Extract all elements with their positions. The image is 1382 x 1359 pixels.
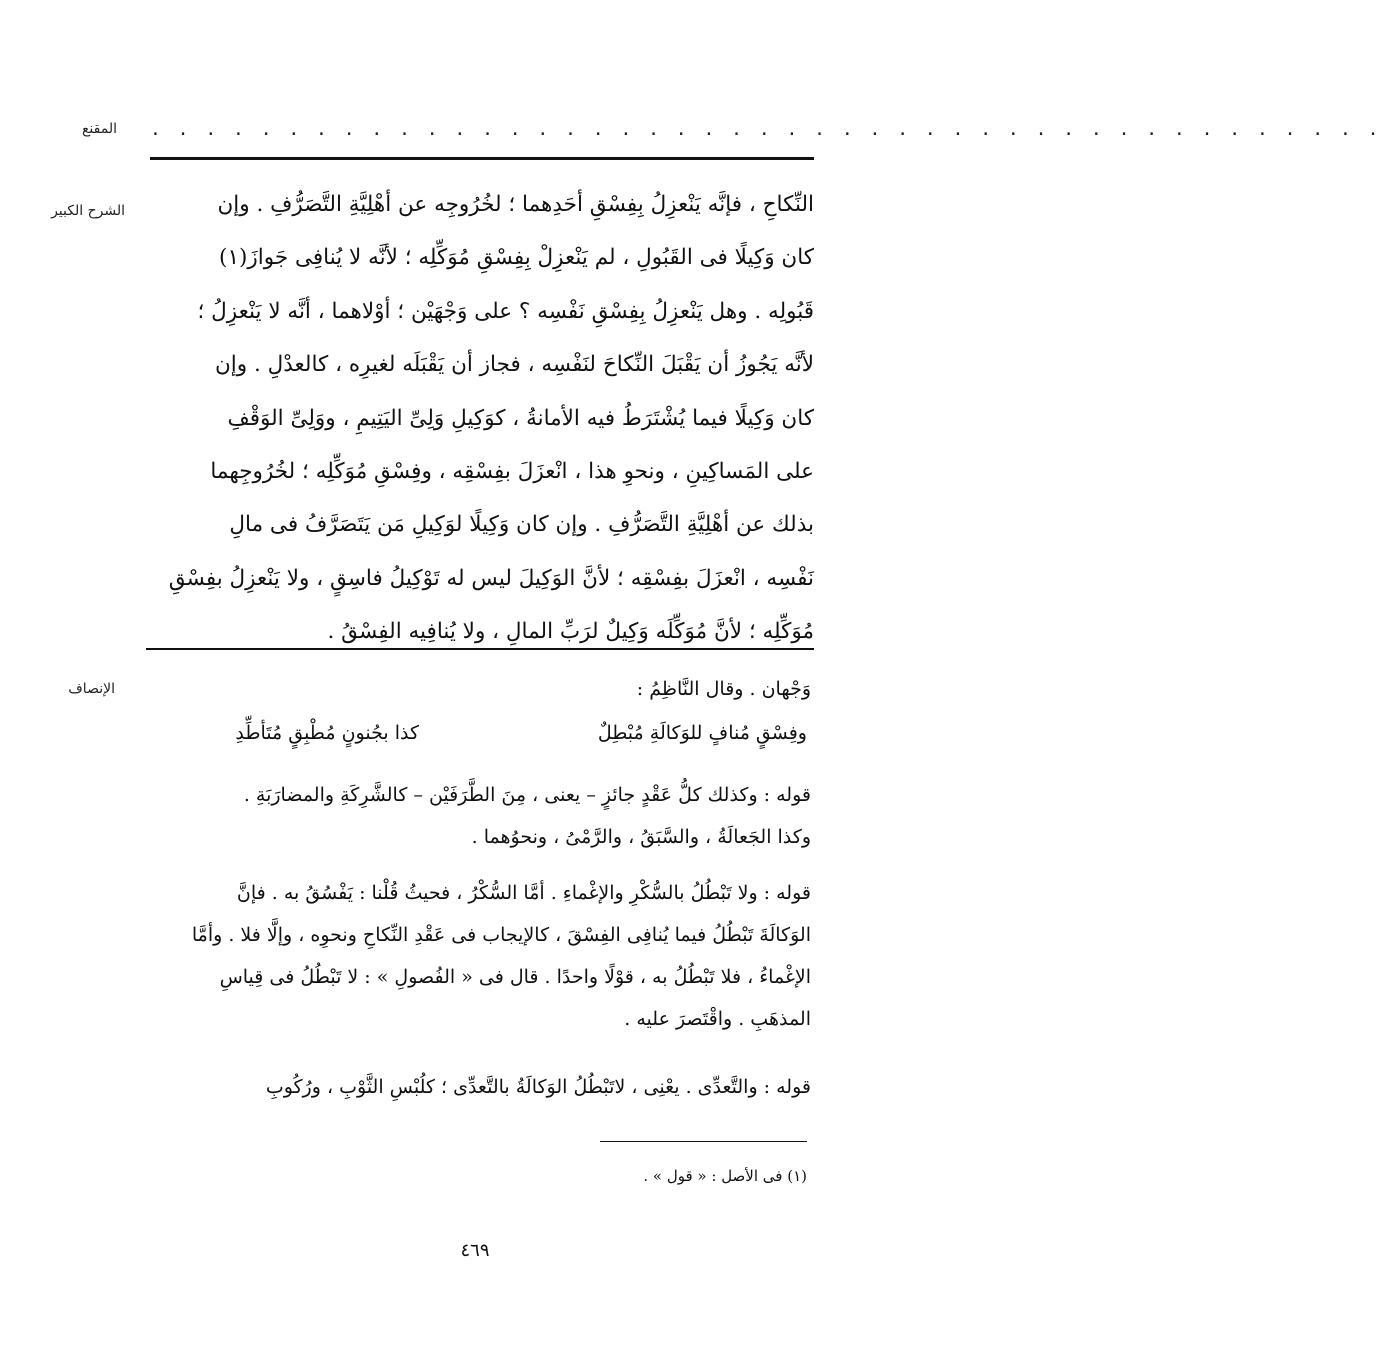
- sharh-line-7: بذلك عن أهْلِيَّةِ التَّصَرُّفِ . وإن كان وَكِيلًا لوَكِيلِ مَن يَتَصَرَّفُ فى مالِ: [229, 512, 814, 538]
- insaf-label: الإنصاف: [68, 681, 115, 697]
- footnote-rule: [600, 1141, 807, 1142]
- para2-line-4: المذهَبِ . واقْتَصرَ عليه .: [624, 1008, 811, 1030]
- para1-line-1: قوله : وكذلك كلُّ عَقْدٍ جائزٍ – يعنى ، مِنَ الطَّرَفَيْن – كالشَّرِكَةِ والمضارَبَةِ .: [243, 784, 811, 806]
- sharh-line-9: مُوَكِّلِه ؛ لأنَّ مُوَكِّلَه وَكِيلٌ لرَبِّ المالِ ، ولا يُنافِيه الفِسْقُ .: [327, 619, 814, 645]
- section-divider: [146, 648, 814, 650]
- sharh-line-6: على المَساكِينِ ، ونحوِ هذا ، انْعزَلَ بفِسْقِه ، وفِسْقِ مُوَكِّلِه ؛ لخُرُوجِهما: [210, 459, 814, 485]
- verse-first-hemistich: وفِسْقٍ مُنافٍ للوَكالَةِ مُبْطِلٌ: [597, 722, 807, 744]
- page-number: ٤٦٩: [460, 1240, 490, 1261]
- leader-dots: . . . . . . . . . . . . . . . . . . . . . . . . . . . . . . . . . . . . . . . . . . . . .: [150, 119, 1382, 140]
- book-title: المقنع: [81, 121, 117, 137]
- insaf-para-2: [146, 872, 811, 1040]
- para3-line-1: قوله : والتَّعدِّى . يعْنِى ، لاتَبْطُلُ الوَكالَةُ بالتَّعدِّى ؛ كلُبْسِ الثَّوْبِ ، ورُكُوبِ: [265, 1076, 811, 1098]
- sharh-line-8: نَفْسِه ، انْعزَلَ بفِسْقِه ؛ لأنَّ الوَكِيلَ ليس له تَوْكِيلُ فاسِقٍ ، ولا يَنْعزِلُ بفِسْقِ: [168, 565, 814, 591]
- sharh-line-3: قَبُولِه . وهل يَنْعزِلُ بِفِسْقِ نَفْسِه ؟ على وَجْهَيْن ؛ أوْلاهما ، أنَّه لا يَنْعزِلُ ؛: [197, 298, 814, 324]
- para2-line-3: الإغْماءُ ، فلا تَبْطُلُ به ، قوْلًا واحدًا . قال فى « الفُصولِ » : لا تَبْطُلُ فى قِياسِ: [219, 966, 811, 988]
- para2-line-2: الوَكالَةَ تَبْطُلُ فيما يُنافِى الفِسْقَ ، كالإيجاب فى عَقْدِ النِّكاحِ ونحوِه ، وإلَّا فلا . وأمَّا: [191, 924, 811, 946]
- sharh-line-5: كان وَكِيلًا فيما يُشْتَرَطُ فيه الأمانةُ ، كوَكِيلِ وَلِىِّ اليَتِيمِ ، ووَلِىِّ الوَقْفِ: [227, 405, 814, 431]
- para1-line-2: وكذا الجَعالَةُ ، والسَّبَقُ ، والرَّمْىُ ، ونحوُهما .: [471, 826, 811, 848]
- insaf-para-1: [146, 774, 811, 858]
- sharh-line-2: كان وَكِيلًا فى القَبُولِ ، لم يَنْعزِلْ بِفِسْقِ مُوَكِّلِه ؛ لأنَّه لا يُنافِى جَوازَ(١): [219, 245, 814, 271]
- insaf-para-3: [146, 1066, 811, 1108]
- footnote: (١) فى الأصل : « قول » .: [643, 1167, 807, 1185]
- sharh-line-4: لأنَّه يَجُوزُ أن يَقْبَلَ النِّكاحَ لنَفْسِه ، فجاز أن يَقْبَلَه لغيرِه ، كالعدْلِ . وإن: [215, 352, 814, 378]
- para2-line-1: قوله : ولا تَبْطُلُ بالسُّكْرِ والإغْماءِ . أمَّا السُّكْرُ ، فحيثُ قُلْنا : يَفْسُقُ به . فإنَّ: [236, 882, 811, 904]
- sharh-text: [146, 178, 814, 659]
- sharh-label: الشرح الكبير: [51, 203, 125, 219]
- verse-second-hemistich: كذا بجُنونٍ مُطْبِقٍ مُتَأطِّدِ: [235, 722, 419, 744]
- insaf-intro: وَجْهان . وقال النَّاظِمُ :: [636, 678, 811, 700]
- header-rule: [150, 157, 814, 160]
- sharh-line-1: النِّكاحِ ، فإنَّه يَنْعزِلُ بِفِسْقِ أحَدِهما ؛ لخُرُوجِه عن أهْلِيَّةِ التَّصَرُّفِ . وإن: [217, 192, 814, 217]
